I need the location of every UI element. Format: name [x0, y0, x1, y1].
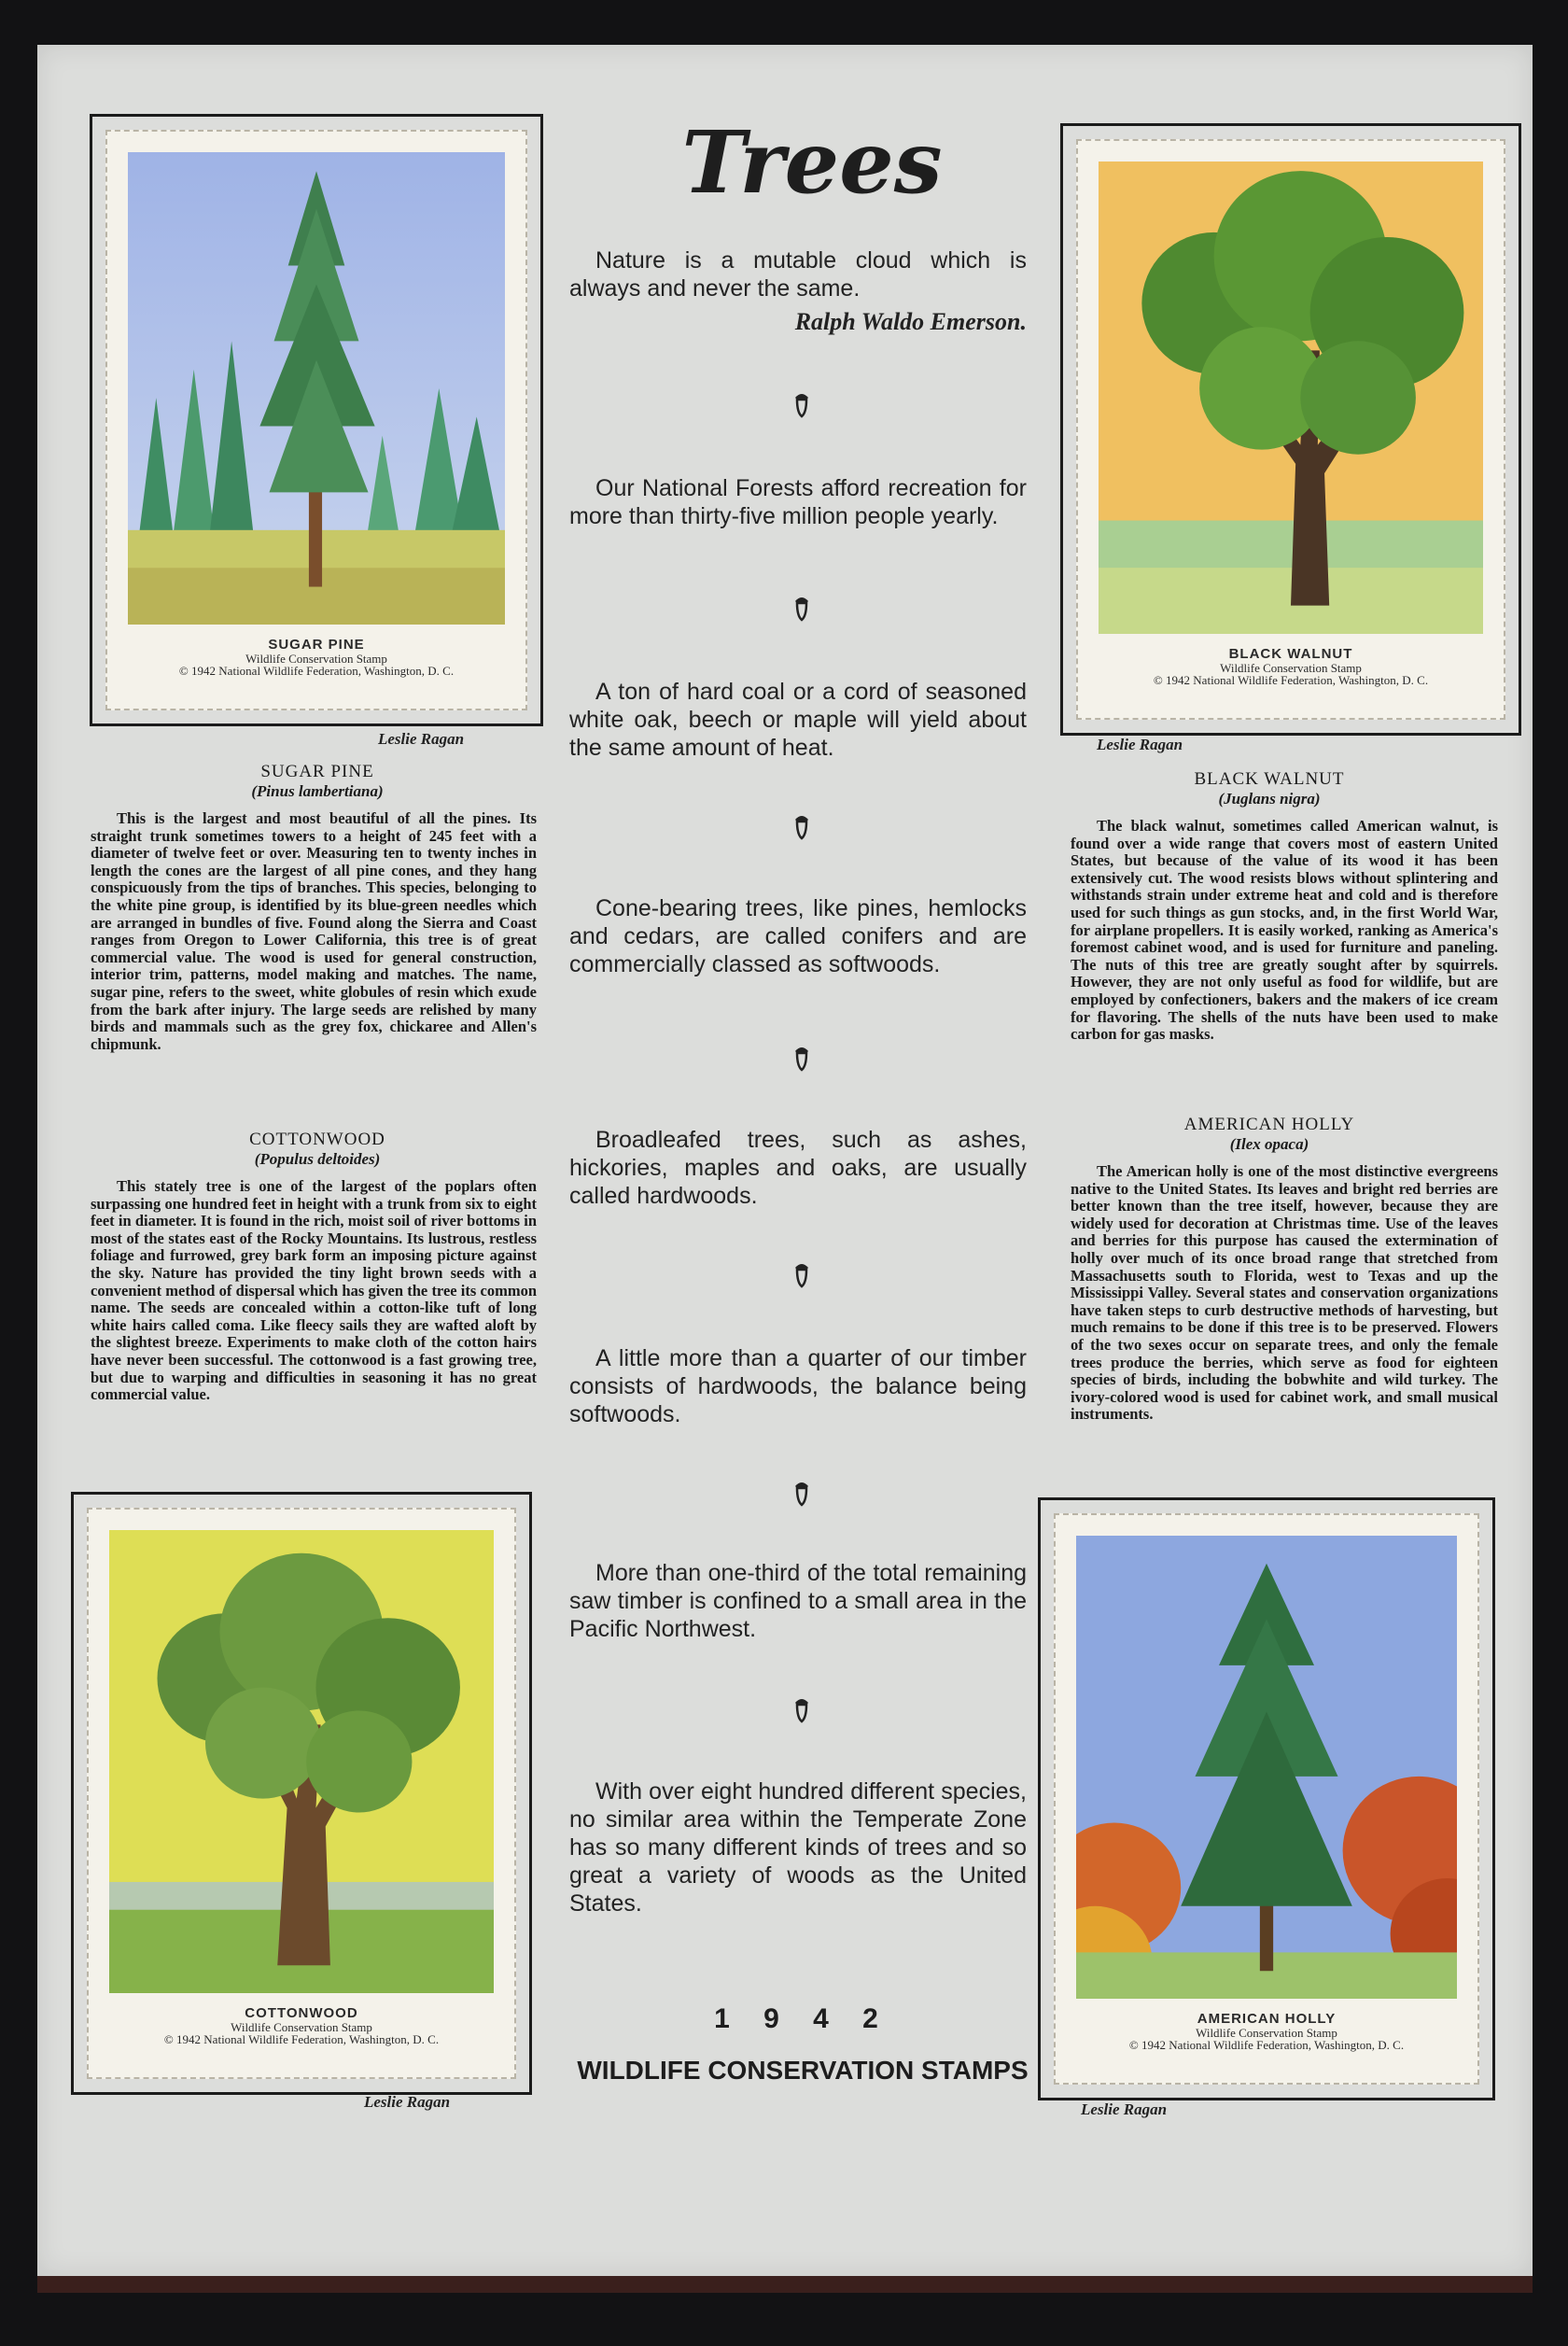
black-walnut-stamp-name: BLACK WALNUT: [1228, 646, 1353, 662]
footer-title: WILDLIFE CONSERVATION STAMPS: [577, 2056, 1029, 2085]
black-walnut-stamp-frame: [1060, 123, 1521, 736]
fact-pacific-northwest: More than one-third of the total remaining saw timber is confined to a small area in the Pacific Northwest.: [569, 1560, 1027, 1642]
cottonwood-stamp-name: COTTONWOOD: [245, 2005, 358, 2021]
sugar-pine-description: This is the largest and most beautiful of all the pines. Its straight trunk sometimes towers to a height of 245 feet with a diameter of twelve feet or over. Measuring ten to twenty inches in length the cones are the largest of all pine cones, and they hang conspicuously from the tips of branches. This species, belonging to the white pine group, is identified by its blue-green needles which are arranged in bundles of five. Found along the Sierra and Coast ranges from Oregon to Lower California, this tree is of great commercial value. The wood is used for general construction, interior trim, patterns, model making and matches. The name, sugar pine, refers to the sweet, white globules of resin which exude from the bark after injury. The large seeds are relished by many birds and mammals such as the grey fox, chickaree and Allen's chipmunk.: [91, 809, 537, 1053]
quote-author: Ralph Waldo Emerson.: [794, 308, 1027, 335]
acorn-ornament-icon: [791, 390, 812, 418]
stamp-subtitle: Wildlife Conservation Stamp: [1220, 660, 1362, 675]
fact-coal-wood-heat: A ton of hard coal or a cord of seasoned white oak, beech or maple will yield about the same amount of heat.: [569, 679, 1027, 761]
fact-species-variety: With over eight hundred different species, no similar area within the Temperate Zone has so many different kinds of trees and so great a variety of woods as the United States.: [569, 1778, 1027, 1917]
stamp-subtitle: Wildlife Conservation Stamp: [231, 2019, 372, 2034]
sugar-pine-scientific-name: (Pinus lambertiana): [251, 782, 384, 800]
stamp-subtitle: Wildlife Conservation Stamp: [1196, 2025, 1337, 2040]
acorn-ornament-icon: [791, 1695, 812, 1723]
sugar-pine-stamp: [105, 130, 527, 710]
stamp-copyright: © 1942 National Wildlife Federation, Washington, D. C.: [1128, 2038, 1405, 2053]
sugar-pine-illustration: [128, 152, 505, 625]
american-holly-stamp-caption: [1056, 2012, 1477, 2052]
fact-national-forests: Our National Forests afford recreation for more than thirty-five million people yearly.: [569, 475, 1027, 529]
sugar-pine-stamp-caption: [107, 638, 525, 678]
sugar-pine-artist: Leslie Ragan: [378, 730, 465, 748]
acorn-ornament-icon: [791, 594, 812, 622]
stamp-copyright: © 1942 National Wildlife Federation, Washington, D. C.: [178, 664, 455, 679]
american-holly-artist: Leslie Ragan: [1081, 2100, 1168, 2118]
emerson-quote: Nature is a mutable cloud which is always and never the same.: [569, 247, 1027, 302]
american-holly-heading: AMERICAN HOLLY: [1183, 1115, 1355, 1134]
year-label: 1 9 4 2: [714, 2003, 891, 2034]
black-walnut-scientific-name: (Juglans nigra): [1218, 790, 1321, 808]
black-walnut-stamp-caption: [1078, 647, 1504, 687]
american-holly-stamp-name: AMERICAN HOLLY: [1197, 2011, 1337, 2027]
cottonwood-stamp: [87, 1508, 516, 2079]
black-walnut-artist: Leslie Ragan: [1097, 736, 1183, 753]
cottonwood-illustration: [109, 1530, 494, 1993]
page-title: Trees: [681, 112, 943, 213]
cottonwood-scientific-name: (Populus deltoides): [254, 1150, 381, 1168]
cottonwood-heading: COTTONWOOD: [249, 1130, 385, 1149]
stamp-subtitle: Wildlife Conservation Stamp: [245, 651, 387, 666]
black-walnut-heading: BLACK WALNUT: [1194, 769, 1345, 789]
black-walnut-illustration: [1099, 162, 1483, 634]
acorn-ornament-icon: [791, 1260, 812, 1288]
acorn-ornament-icon: [791, 1044, 812, 1072]
fact-timber-composition: A little more than a quarter of our timber consists of hardwoods, the balance being softwoods.: [569, 1345, 1027, 1427]
fact-hardwoods: Broadleafed trees, such as ashes, hickories, maples and oaks, are usually called hardwoods.: [569, 1127, 1027, 1209]
cottonwood-stamp-caption: [89, 2006, 514, 2046]
black-walnut-description: The black walnut, sometimes called American walnut, is found over a wide range that covers most of eastern United States, but because of the value of its wood it has been extensively cut. The wood resists blows without splintering and withstands strain under extreme heat and cold and is therefore used for such things as gun stocks, and, in the first World War, for airplane propellers. It is easily worked, ranking as America's foremost cabinet wood, and is used for furniture and paneling. The nuts of this tree are greatly sought after by squirrels. However, they are not only useful as food for wildlife, but are employed by confectioners, bakers and the makers of ice cream for flavoring. The shells of the nuts have been used to make carbon for gas masks.: [1071, 817, 1498, 1044]
album-cover-edge: [37, 2276, 1533, 2293]
sugar-pine-stamp-name: SUGAR PINE: [268, 637, 365, 653]
american-holly-stamp: [1054, 1513, 1479, 2085]
black-walnut-stamp: [1076, 139, 1505, 720]
stamp-copyright: © 1942 National Wildlife Federation, Washington, D. C.: [163, 2032, 440, 2047]
american-holly-description: The American holly is one of the most distinctive evergreens native to the United States. Its leaves and bright red berries are better known than the tree itself, however, because they are widely used for decoration at Christmas time. Use of the leaves and berries for this purpose has caused the extermination of holly over much of its once broad range that stretched from Massachusetts south to Florida, west to Texas and up the Mississippi Valley. Several states and conservation organizations have taken steps to curb destructive methods of harvesting, but much remains to be done if this tree is to be preserved. Flowers of the two sexes occur on separate trees, and only the female trees produce the berries, which serve as food for eighteen species of birds, including the bobwhite and wild turkey. The ivory-colored wood is used for cabinet work, and small musical instruments.: [1071, 1162, 1498, 1424]
american-holly-scientific-name: (Ilex opaca): [1229, 1135, 1309, 1153]
stamp-copyright: © 1942 National Wildlife Federation, Washington, D. C.: [1153, 673, 1429, 688]
american-holly-illustration: [1076, 1536, 1457, 1999]
sugar-pine-heading: SUGAR PINE: [260, 762, 374, 781]
cottonwood-stamp-frame: [71, 1492, 532, 2095]
cottonwood-description: This stately tree is one of the largest of the poplars often surpassing one hundred feet in height with a trunk from six to eight feet in diameter. It is found in the rich, moist soil of river bottoms in most of the states east of the Rocky Mountains. Its lustrous, restless foliage and furrowed, grey bark form an imposing picture against the sky. Nature has provided the tiny light brown seeds with a convenient method of dispersal which has given the tree its common name. The seeds are concealed within a cotton-like tuft of long white hairs called coma. Like fleecy sails they are wafted aloft by the slightest breeze. Experiments to make cloth of the cotton hairs have never been successful. The cottonwood is a fast growing tree, but due to warping and difficulties in seasoning it has no great commercial value.: [91, 1177, 537, 1404]
american-holly-stamp-frame: [1038, 1497, 1495, 2100]
fact-conifers: Cone-bearing trees, like pines, hemlocks and cedars, are called conifers and are commercially classed as softwoods.: [569, 895, 1027, 977]
sugar-pine-stamp-frame: [90, 114, 543, 726]
cottonwood-artist: Leslie Ragan: [364, 2093, 451, 2111]
acorn-ornament-icon: [791, 1479, 812, 1507]
acorn-ornament-icon: [791, 812, 812, 840]
